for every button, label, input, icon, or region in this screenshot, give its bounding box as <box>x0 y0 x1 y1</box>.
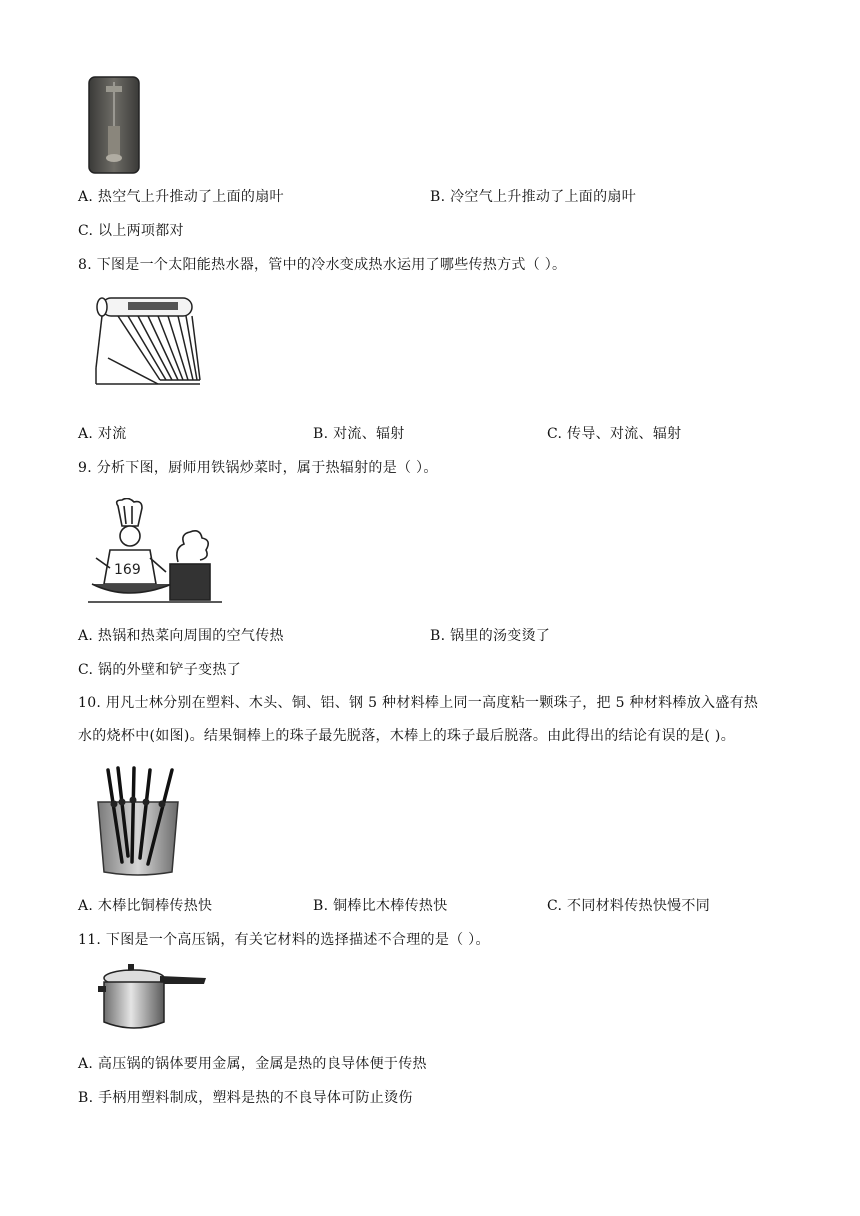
q8-figure-solar-water-heater <box>88 288 206 394</box>
q8-option-a[interactable]: A. 对流 <box>78 426 127 442</box>
q8-stem: 8. 下图是一个太阳能热水器，管中的冷水变成热水运用了哪些传热方式（ ）。 <box>78 257 567 273</box>
q10-stem-line2: 水的烧杯中(如图)。结果铜棒上的珠子最先脱落，木棒上的珠子最后脱落。由此得出的结论有误的是( )。 <box>78 728 735 744</box>
q7-figure-fan-device <box>88 76 140 174</box>
q10-figure-beaker-rods <box>88 766 188 878</box>
q7-option-c[interactable]: C. 以上两项都对 <box>78 223 184 239</box>
q10-stem-line1: 10. 用凡士林分别在塑料、木头、铜、铝、钢 5 种材料棒上同一高度粘一颗珠子，把 5 种材料棒放入盛有热 <box>78 695 759 711</box>
q10-option-c[interactable]: C. 不同材料传热快慢不同 <box>547 898 711 914</box>
q9-figure-chef-cooking <box>88 498 224 608</box>
q11-figure-pressure-cooker <box>98 962 208 1034</box>
q9-option-c[interactable]: C. 锅的外壁和铲子变热了 <box>78 662 242 678</box>
q9-option-b[interactable]: B. 锅里的汤变烫了 <box>430 628 551 644</box>
q7-option-b[interactable]: B. 冷空气上升推动了上面的扇叶 <box>430 189 636 205</box>
q11-stem: 11. 下图是一个高压锅，有关它材料的选择描述不合理的是（ ）。 <box>78 932 490 948</box>
q11-option-b[interactable]: B. 手柄用塑料制成，塑料是热的不良导体可防止烫伤 <box>78 1090 413 1106</box>
q9-option-a[interactable]: A. 热锅和热菜向周围的空气传热 <box>78 628 284 644</box>
q10-option-a[interactable]: A. 木棒比铜棒传热快 <box>78 898 213 914</box>
q10-option-b[interactable]: B. 铜棒比木棒传热快 <box>313 898 448 914</box>
q8-option-b[interactable]: B. 对流、辐射 <box>313 426 405 442</box>
q9-stem: 9. 分析下图，厨师用铁锅炒菜时，属于热辐射的是（ ）。 <box>78 460 438 476</box>
q11-option-a[interactable]: A. 高压锅的锅体要用金属，金属是热的良导体便于传热 <box>78 1056 427 1072</box>
q8-option-c[interactable]: C. 传导、对流、辐射 <box>547 426 682 442</box>
q7-option-a[interactable]: A. 热空气上升推动了上面的扇叶 <box>78 189 284 205</box>
svg-text:169: 169 <box>114 562 141 578</box>
